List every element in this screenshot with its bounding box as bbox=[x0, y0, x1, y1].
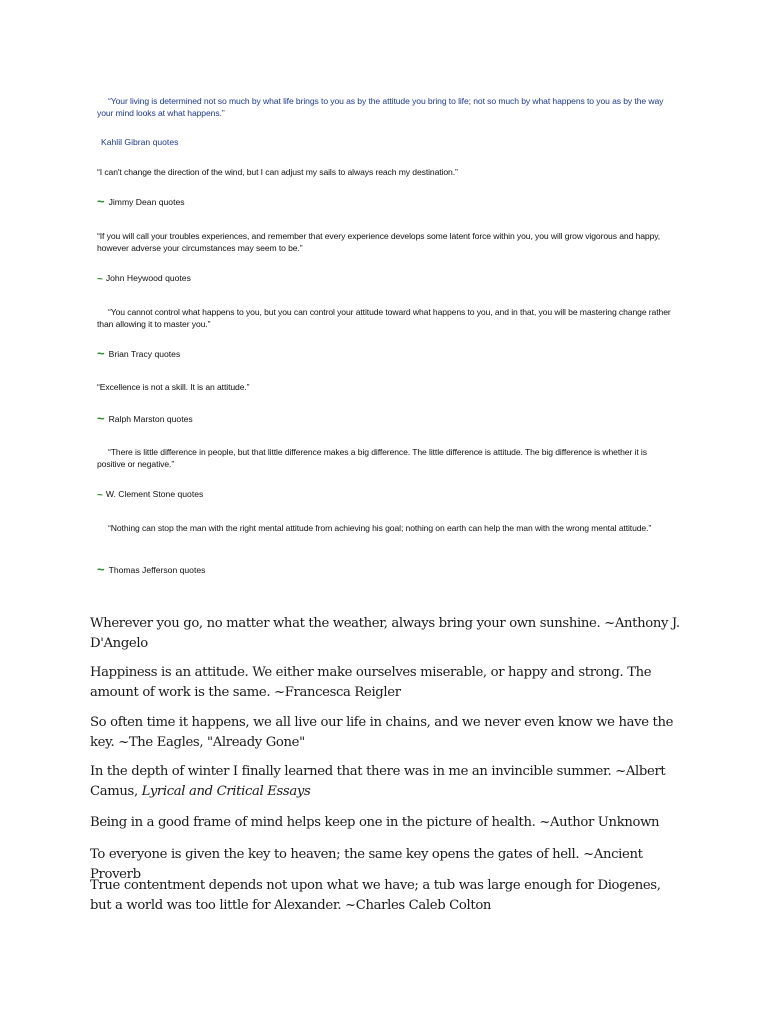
attribution-marston bbox=[97, 413, 193, 425]
quote-jefferson bbox=[97, 523, 672, 535]
tilde-icon: ~ bbox=[97, 411, 105, 426]
quote-text: “Your living is determined not so much by what life brings to you as by the attitude you bring to life; not so much by what happens to you as by the way your mind looks at what happens.” bbox=[97, 96, 664, 118]
tilde-icon: ~ bbox=[97, 346, 105, 361]
attribution-text: Ralph Marston quotes bbox=[108, 414, 193, 424]
attribution-text: Kahlil Gibran quotes bbox=[101, 137, 179, 147]
tilde-icon: ~ bbox=[97, 490, 103, 501]
paragraph-colton: True contentment depends not upon what we have; a tub was large enough for Diogenes, but a world was too little for Alexander. ~Charles Caleb Colton bbox=[90, 878, 661, 913]
tilde-icon: ~ bbox=[97, 274, 103, 285]
attribution-dean bbox=[97, 196, 185, 208]
attribution-stone bbox=[97, 489, 203, 501]
quote-text: “I can't change the direction of the wind, but I can adjust my sails to always reach my destination.” bbox=[97, 167, 458, 177]
paragraph-eagles: So often time it happens, we all live our life in chains, and we never even know we have the key. ~The Eagles, "Already Gone" bbox=[90, 715, 674, 750]
quote-heywood bbox=[97, 231, 672, 254]
quote-text: “Excellence is not a skill. It is an attitude.” bbox=[97, 382, 250, 392]
paragraph-dangelo: Wherever you go, no matter what the weather, always bring your own sunshine. ~Anthony J. D'Angelo bbox=[90, 616, 680, 651]
quote-marston bbox=[97, 382, 672, 394]
quote-stone bbox=[97, 447, 672, 470]
quote-text: “You cannot control what happens to you, but you can control your attitude toward what happens to you, and in that, you will be mastering change rather than allowing it to master you.” bbox=[97, 307, 671, 329]
camus-quote-text: In the depth of winter I finally learned that there was in me an invincible summer. ~Albert Camus, bbox=[90, 764, 666, 799]
attribution-tracy bbox=[97, 348, 180, 360]
attribution-text: Brian Tracy quotes bbox=[108, 349, 181, 359]
paragraph-unknown: Being in a good frame of mind helps keep one in the picture of health. ~Author Unknown bbox=[90, 815, 660, 830]
camus-book-title: Lyrical and Critical Essays bbox=[141, 783, 311, 799]
attribution-text: John Heywood quotes bbox=[105, 273, 191, 283]
paragraph-camus bbox=[90, 762, 680, 801]
attribution-text: W. Clement Stone quotes bbox=[105, 489, 204, 499]
quote-text: “Nothing can stop the man with the right mental attitude from achieving his goal; nothing on earth can help the man with the wrong mental attitude.” bbox=[108, 523, 652, 533]
paragraph-reigler: Happiness is an attitude. We either make ourselves miserable, or happy and strong. The amount of work is the same. ~Francesca Reigler bbox=[90, 665, 652, 700]
attribution-text: Thomas Jefferson quotes bbox=[108, 565, 206, 575]
quote-gibran bbox=[97, 96, 672, 119]
attribution-gibran bbox=[101, 137, 178, 148]
paragraph-proverb: To everyone is given the key to heaven; the same key opens the gates of hell. ~Ancient Proverb bbox=[90, 847, 643, 882]
quote-text: “If you will call your troubles experiences, and remember that every experience develops some latent force within you, you will grow vigorous and happy, however adverse your circumstances may seem to be.” bbox=[97, 231, 661, 253]
tilde-icon: ~ bbox=[97, 194, 105, 209]
quote-text: “There is little difference in people, but that little difference makes a big difference. The little difference is attitude. The big difference is whether it is positive or negative.” bbox=[97, 447, 647, 469]
attribution-jefferson bbox=[97, 564, 205, 576]
quote-tracy bbox=[97, 307, 672, 330]
tilde-icon: ~ bbox=[97, 562, 105, 577]
attribution-heywood bbox=[97, 273, 191, 285]
quote-dean bbox=[97, 167, 672, 179]
attribution-text: Jimmy Dean quotes bbox=[108, 197, 185, 207]
